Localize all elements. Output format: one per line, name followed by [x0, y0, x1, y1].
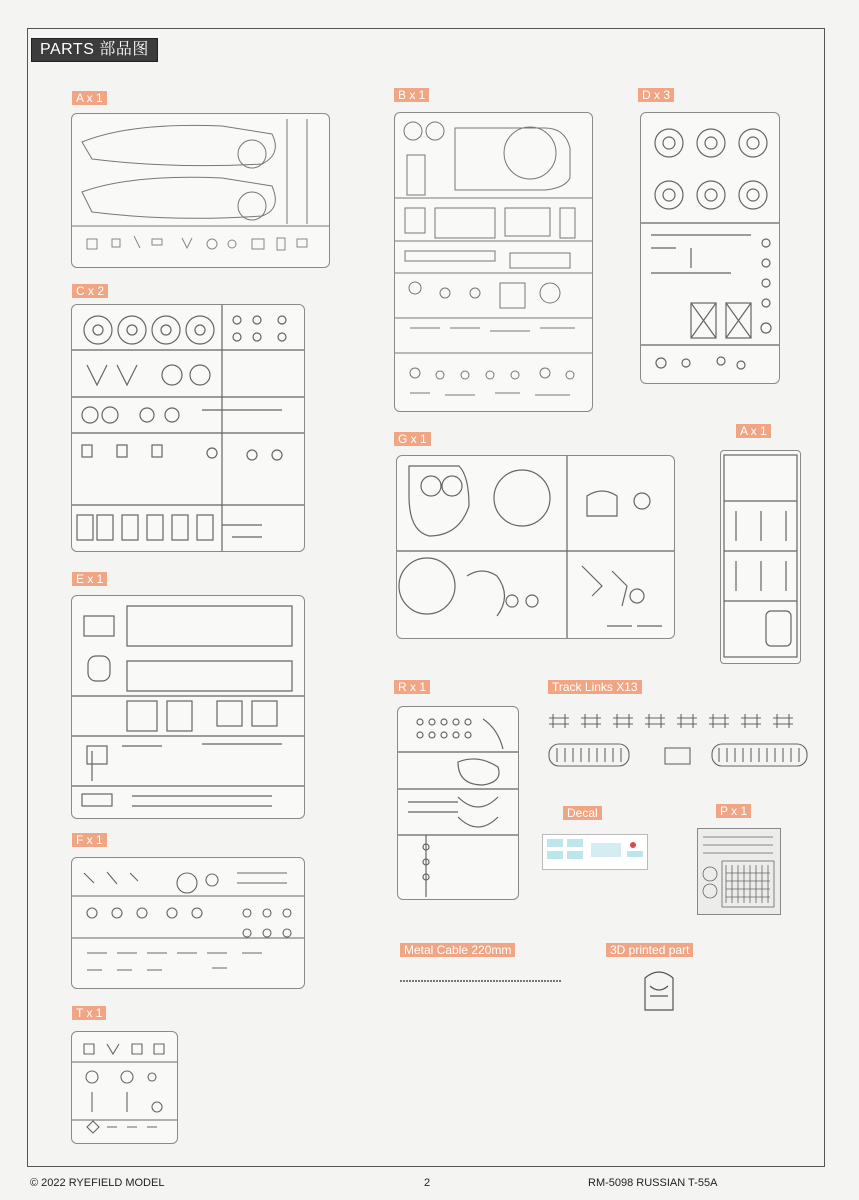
- section-label-p: P x 1: [716, 804, 751, 818]
- sprue-a-illustration: [71, 113, 330, 268]
- section-label-t: T x 1: [72, 1006, 106, 1020]
- section-label-b: B x 1: [394, 88, 429, 102]
- sprue-t-illustration: [71, 1031, 178, 1144]
- section-label-metal-cable: Metal Cable 220mm: [400, 943, 515, 957]
- section-label-track-links: Track Links X13: [548, 680, 642, 694]
- sprue-c-illustration: [71, 304, 305, 552]
- sprue-e-illustration: [71, 595, 305, 819]
- sprue-b-illustration: [394, 112, 593, 412]
- sprue-a-hull-illustration: [720, 450, 801, 664]
- photo-etch-p-illustration: [697, 828, 781, 915]
- section-label-r: R x 1: [394, 680, 430, 694]
- section-label-e: E x 1: [72, 572, 107, 586]
- sprue-r-illustration: [397, 706, 519, 900]
- sprue-f-illustration: [71, 857, 305, 989]
- section-label-g: G x 1: [394, 432, 431, 446]
- section-label-decal: Decal: [563, 806, 602, 820]
- footer-page-number: 2: [424, 1177, 431, 1189]
- footer-product: RM-5098 RUSSIAN T-55A: [588, 1177, 718, 1189]
- sprue-d-illustration: [640, 112, 780, 384]
- section-label-a1: A x 1: [72, 91, 107, 105]
- section-label-3d-printed: 3D printed part: [606, 943, 693, 957]
- decal-sheet-illustration: [542, 834, 648, 870]
- footer-copyright: © 2022 RYEFIELD MODEL: [30, 1177, 165, 1189]
- sprue-g-illustration: [396, 455, 675, 639]
- section-label-a2: A x 1: [736, 424, 771, 438]
- section-label-d: D x 3: [638, 88, 674, 102]
- metal-cable-illustration: [400, 971, 562, 977]
- section-label-c: C x 2: [72, 284, 108, 298]
- section-label-f: F x 1: [72, 833, 107, 847]
- track-links-illustration: [547, 712, 812, 774]
- page-title: PARTS 部品图: [31, 38, 158, 62]
- 3d-printed-part-illustration: [640, 968, 678, 1016]
